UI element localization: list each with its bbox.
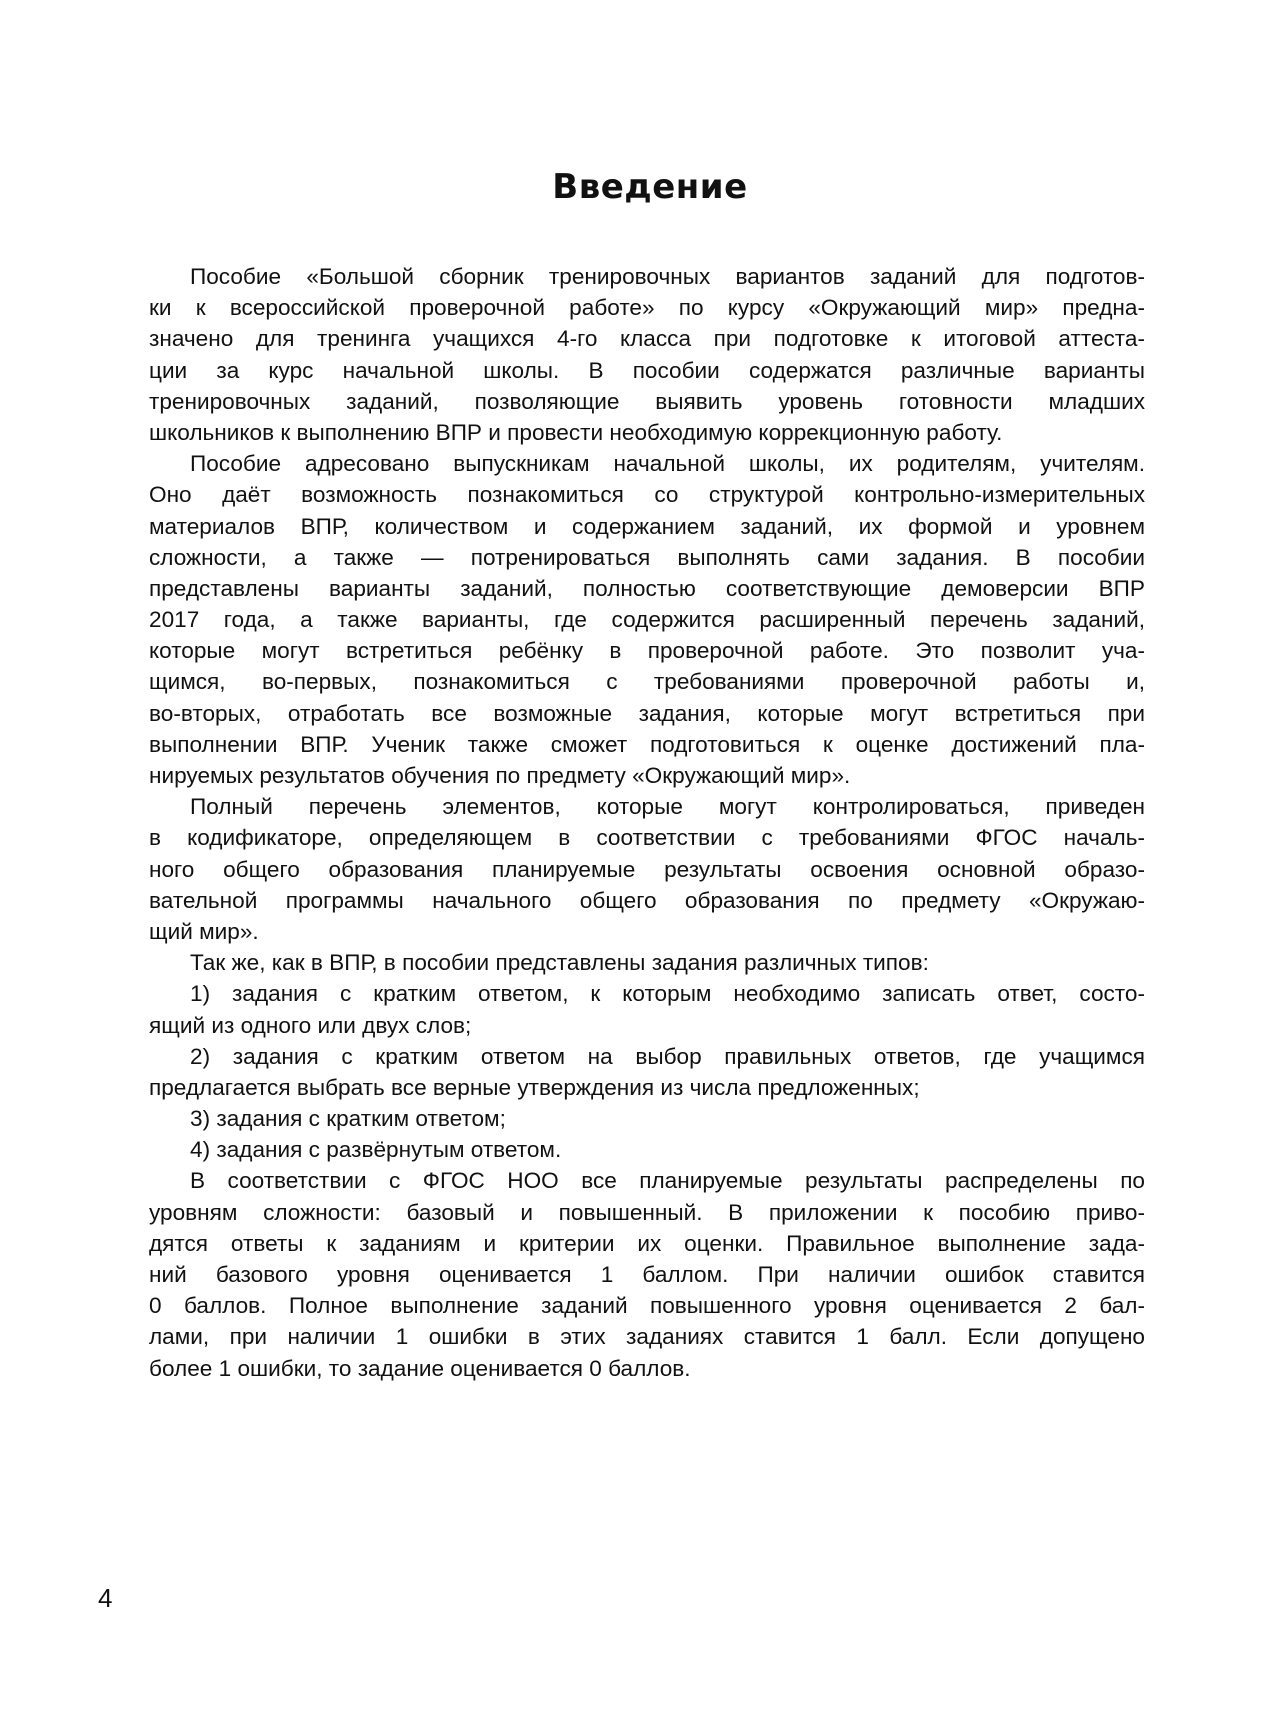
text-line: в кодификаторе, определяющем в соответствии с требованиями ФГОС началь- [149, 825, 1145, 851]
text-line: школьников к выполнению ВПР и провести необходимую коррекционную работу. [149, 419, 1003, 445]
text-line: 0 баллов. Полное выполнение заданий повышенного уровня оценивается 2 бал- [149, 1293, 1145, 1319]
text-line: представлены варианты заданий, полностью соответствующие демоверсии ВПР [149, 575, 1145, 601]
text-line: более 1 ошибки, то задание оценивается 0 баллов. [149, 1355, 691, 1381]
text-line: ящий из одного или двух слов; [149, 1012, 472, 1038]
text-line: дятся ответы к заданиям и критерии их оценки. Правильное выполнение зада- [149, 1230, 1145, 1256]
text-line: значено для тренинга учащихся 4-го класса при подготовке к итоговой аттеста- [149, 326, 1145, 352]
text-line: щимся, во-первых, познакомиться с требованиями проверочной работы и, [149, 669, 1145, 695]
text-line: 3) задания с кратким ответом; [190, 1106, 506, 1132]
text-line: ки к всероссийской проверочной работе» по курсу «Окружающий мир» предна- [149, 295, 1145, 321]
text-line: нируемых результатов обучения по предмету «Окружающий мир». [149, 763, 851, 788]
text-line: щий мир». [149, 918, 259, 944]
text-line: во-вторых, отработать все возможные задания, которые могут встретиться при [149, 700, 1145, 726]
text-line: В соответствии с ФГОС НОО все планируемые результаты распределены по [190, 1168, 1145, 1194]
page-number: 4 [98, 1583, 113, 1613]
text-line: материалов ВПР, количеством и содержанием заданий, их формой и уровнем [149, 513, 1145, 539]
text-line: 2) задания с кратким ответом на выбор правильных ответов, где учащимся [190, 1043, 1145, 1069]
text-line: ного общего образования планируемые результаты освоения основной образо- [149, 856, 1145, 882]
text-line: вательной программы начального общего образования по предмету «Окружаю- [149, 887, 1145, 913]
text-line: 2017 года, а также варианты, где содержится расширенный перечень заданий, [149, 607, 1145, 633]
text-line: Пособие «Большой сборник тренировочных вариантов заданий для подготов- [190, 264, 1145, 289]
text-line: Пособие адресовано выпускникам начальной школы, их родителям, учителям. [190, 451, 1145, 477]
text-line: ции за курс начальной школы. В пособии содержатся различные варианты [149, 357, 1145, 383]
text-line: Оно даёт возможность познакомиться со структурой контрольно-измерительных [149, 482, 1145, 508]
text-line: выполнении ВПР. Ученик также сможет подготовиться к оценке достижений пла- [149, 731, 1145, 757]
text-line: тренировочных заданий, позволяющие выявить уровень готовности младших [149, 388, 1145, 414]
text-line: сложности, а также — потренироваться выполнять сами задания. В пособии [149, 544, 1145, 570]
body-text [149, 261, 1145, 1384]
text-line: ний базового уровня оценивается 1 баллом. При наличии ошибок ставится [149, 1262, 1145, 1287]
text-line: 4) задания с развёрнутым ответом. [190, 1137, 562, 1163]
text-line: Так же, как в ВПР, в пособии представлены задания различных типов: [190, 950, 929, 976]
text-line: лами, при наличии 1 ошибки в этих заданиях ставится 1 балл. Если допущено [149, 1324, 1145, 1350]
text-line: Полный перечень элементов, которые могут контролироваться, приведен [190, 794, 1145, 820]
text-line: 1) задания с кратким ответом, к которым необходимо записать ответ, состо- [190, 981, 1145, 1007]
text-line: которые могут встретиться ребёнку в проверочной работе. Это позволит уча- [149, 638, 1145, 664]
page-title: Введение [552, 167, 748, 207]
text-line: предлагается выбрать все верные утверждения из числа предложенных; [149, 1074, 920, 1100]
text-line: уровням сложности: базовый и повышенный. В приложении к пособию приво- [149, 1199, 1145, 1225]
